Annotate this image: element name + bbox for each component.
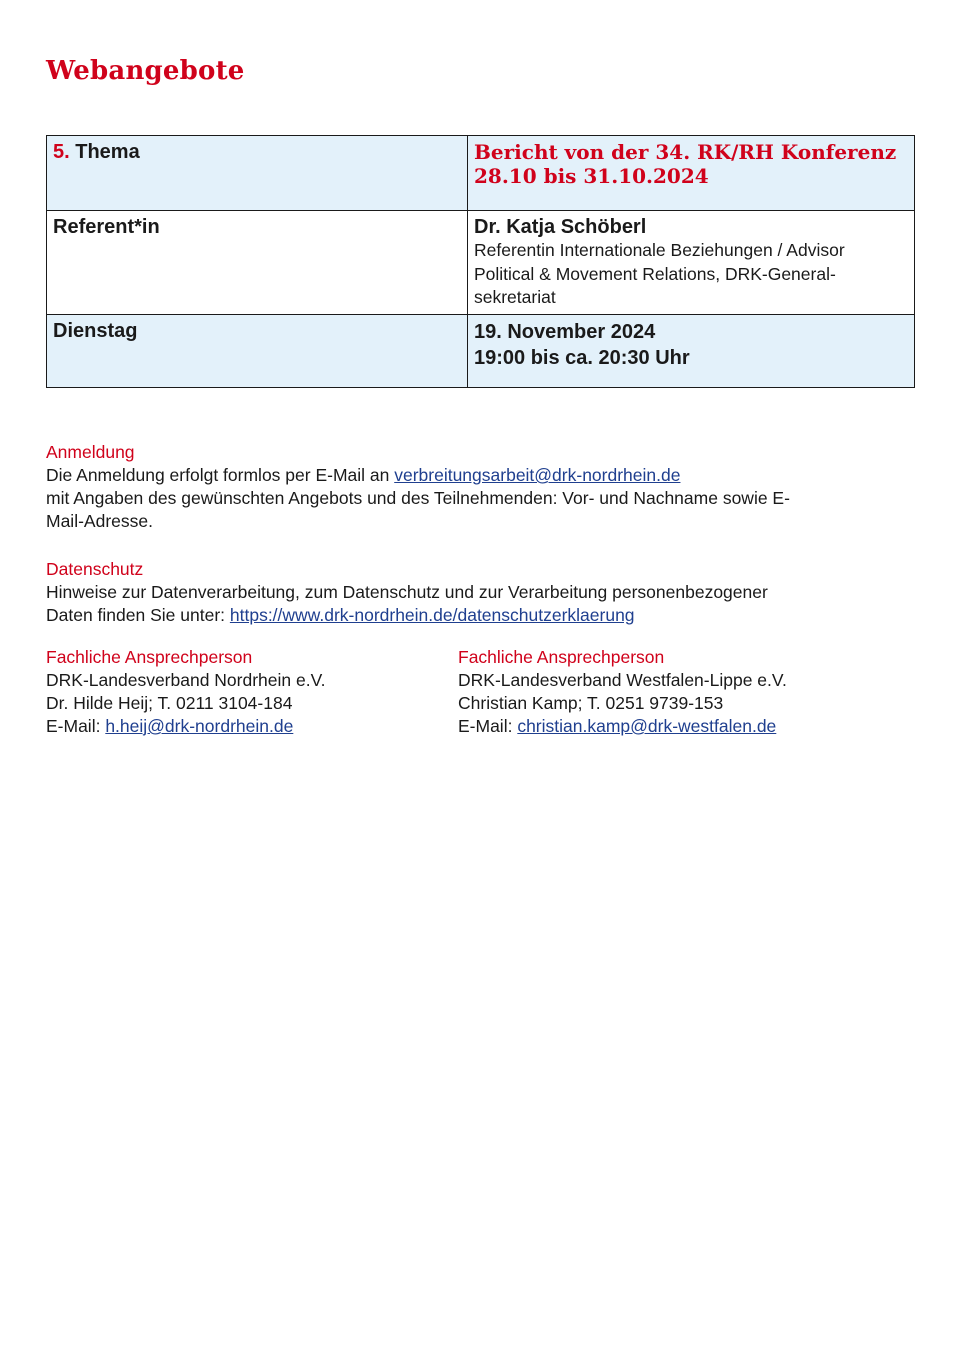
registration-text-line1 [46, 464, 906, 487]
day-label: Dienstag [53, 319, 138, 342]
privacy-url-link[interactable]: https://www.drk-nordrhein.de/datenschutzerklaerung [229, 605, 635, 625]
event-time: 19:00 bis ca. 20:30 Uhr [474, 346, 690, 369]
contact-heading: Fachliche Ansprechperson [46, 647, 253, 667]
theme-label: Thema [75, 141, 140, 163]
registration-text: Die Anmeldung erfolgt formlos per E-Mail an [46, 465, 395, 485]
theme-number: 5. [53, 141, 70, 163]
speaker-label: Referent*in [53, 216, 160, 238]
theme-label-cell [47, 136, 468, 211]
event-table [46, 135, 915, 388]
contact-person-phone: Christian Kamp; T. 0251 9739-153 [458, 693, 724, 713]
registration-section [46, 441, 906, 533]
contact-westfalen [458, 646, 787, 738]
registration-text-line2: mit Angaben des gewünschten Angebots und des Teilnehmenden: Vor- und Nachname sowie E- [46, 488, 790, 508]
contact-email-link[interactable]: h.heij@drk-nordrhein.de [105, 716, 294, 736]
speaker-role-line1: Referentin Internationale Beziehungen / Advisor [474, 240, 845, 260]
table-row-speaker [47, 211, 915, 315]
contact-email-label: E-Mail: [458, 716, 518, 736]
theme-value-cell [468, 136, 915, 211]
speaker-value-cell [468, 211, 915, 315]
contact-email-line [458, 715, 787, 738]
table-row-theme [47, 136, 915, 211]
contact-person-phone: Dr. Hilde Heij; T. 0211 3104-184 [46, 693, 293, 713]
event-date: 19. November 2024 [474, 320, 656, 343]
registration-email-link[interactable]: verbreitungsarbeit@drk-nordrhein.de [394, 465, 681, 485]
theme-dates: 28.10 bis 31.10.2024 [474, 164, 709, 188]
table-row-date [47, 314, 915, 387]
contact-email-link[interactable]: christian.kamp@drk-westfalen.de [517, 716, 777, 736]
contact-email-label: E-Mail: [46, 716, 106, 736]
speaker-name: Dr. Katja Schöberl [474, 216, 647, 238]
speaker-role-line3: sekretariat [474, 287, 556, 307]
privacy-text-line2 [46, 604, 906, 627]
privacy-heading: Datenschutz [46, 559, 144, 579]
contact-org: DRK-Landesverband Nordrhein e.V. [46, 670, 326, 690]
speaker-label-cell [47, 211, 468, 315]
contact-org: DRK-Landesverband Westfalen-Lippe e.V. [458, 670, 787, 690]
page-title: Webangebote [46, 56, 245, 86]
contact-email-line [46, 715, 326, 738]
registration-text-line3: Mail-Adresse. [46, 511, 153, 531]
contact-nordrhein [46, 646, 326, 738]
privacy-text-line1: Hinweise zur Datenverarbeitung, zum Datenschutz und zur Verarbeitung personenbezogener [46, 582, 768, 602]
speaker-role-line2: Political & Movement Relations, DRK-General- [474, 263, 836, 284]
privacy-section [46, 558, 906, 627]
day-label-cell [47, 314, 468, 387]
contact-heading: Fachliche Ansprechperson [458, 647, 665, 667]
registration-heading: Anmeldung [46, 442, 135, 462]
privacy-text: Daten finden Sie unter: [46, 605, 230, 625]
date-value-cell [468, 314, 915, 387]
theme-title: Bericht von der 34. RK/RH Konferenz [474, 140, 897, 164]
